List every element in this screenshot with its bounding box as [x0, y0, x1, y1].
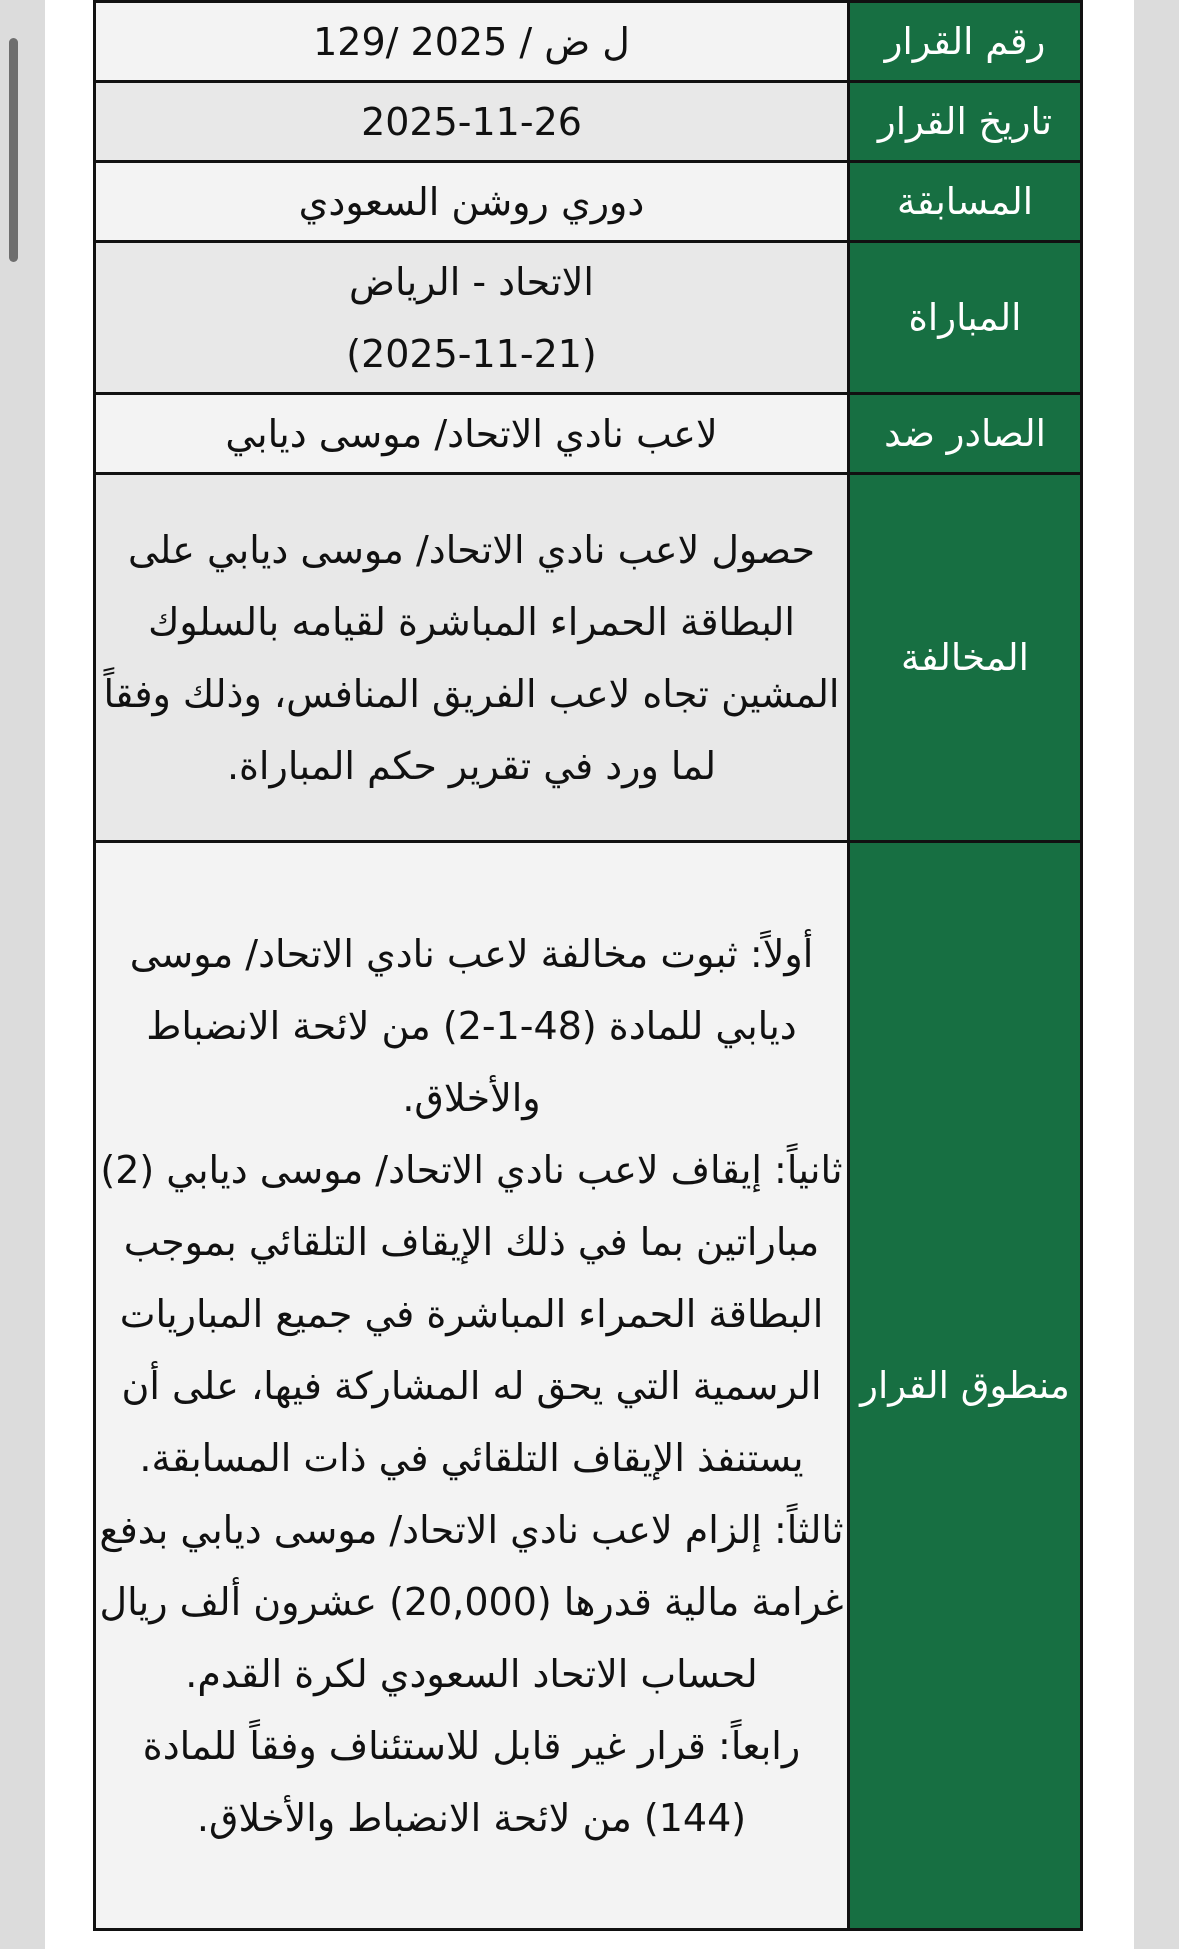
- ruling-item-3: ثالثاً: إلزام لاعب نادي الاتحاد/ موسى ديابي بدفع غرامة مالية قدرها (20,000) عشرون ألف ريال لحساب الاتحاد السعودي لكرة القدم.: [99, 1507, 844, 1696]
- ruling-item-2: ثانياً: إيقاف لاعب نادي الاتحاد/ موسى ديابي (2) مباراتين بما في ذلك الإيقاف التلقائي بموجب البطاقة الحمراء المباشرة في جميع المباريات الرسمية التي يحق له المشاركة فيها، على أن يستنفذ الإيقاف التلقائي في ذات المسابقة.: [100, 1147, 843, 1480]
- scrollbar[interactable]: [9, 38, 18, 262]
- table-row: [95, 842, 1082, 1930]
- match-date: (2025-11-21): [346, 331, 597, 376]
- table-row: [95, 394, 1082, 474]
- violation-value: حصول لاعب نادي الاتحاد/ موسى ديابي على البطاقة الحمراء المباشرة لقيامه بالسلوك المشين تجاه لاعب الفريق المنافس، وذلك وفقاً لما ورد في تقرير حكم المباراة.: [95, 474, 849, 842]
- decision-number-label: رقم القرار: [849, 2, 1082, 82]
- table-row: [95, 242, 1082, 394]
- issued-against-label: الصادر ضد: [849, 394, 1082, 474]
- competition-label: المسابقة: [849, 162, 1082, 242]
- match-teams: الاتحاد - الرياض: [349, 259, 594, 304]
- table-row: [95, 162, 1082, 242]
- decision-table: [93, 0, 1083, 1931]
- ruling-item-4: رابعاً: قرار غير قابل للاستئناف وفقاً للمادة (144) من لائحة الانضباط والأخلاق.: [142, 1723, 801, 1840]
- issued-against-value: لاعب نادي الاتحاد/ موسى ديابي: [95, 394, 849, 474]
- document-page: [45, 0, 1134, 1949]
- ruling-label: منطوق القرار: [849, 842, 1082, 1930]
- decision-date-value: 2025-11-26: [95, 82, 849, 162]
- ruling-item-1: أولاً: ثبوت مخالفة لاعب نادي الاتحاد/ موسى ديابي للمادة (48-1-2) من لائحة الانضباط والأخلاق.: [129, 931, 814, 1120]
- table-row: [95, 82, 1082, 162]
- violation-label: المخالفة: [849, 474, 1082, 842]
- competition-value: دوري روشن السعودي: [95, 162, 849, 242]
- decision-number-value: 129/ ل ض / 2025: [95, 2, 849, 82]
- match-value: [95, 242, 849, 394]
- table-row: [95, 2, 1082, 82]
- match-label: المباراة: [849, 242, 1082, 394]
- ruling-value: [95, 842, 849, 1930]
- decision-date-label: تاريخ القرار: [849, 82, 1082, 162]
- table-row: [95, 474, 1082, 842]
